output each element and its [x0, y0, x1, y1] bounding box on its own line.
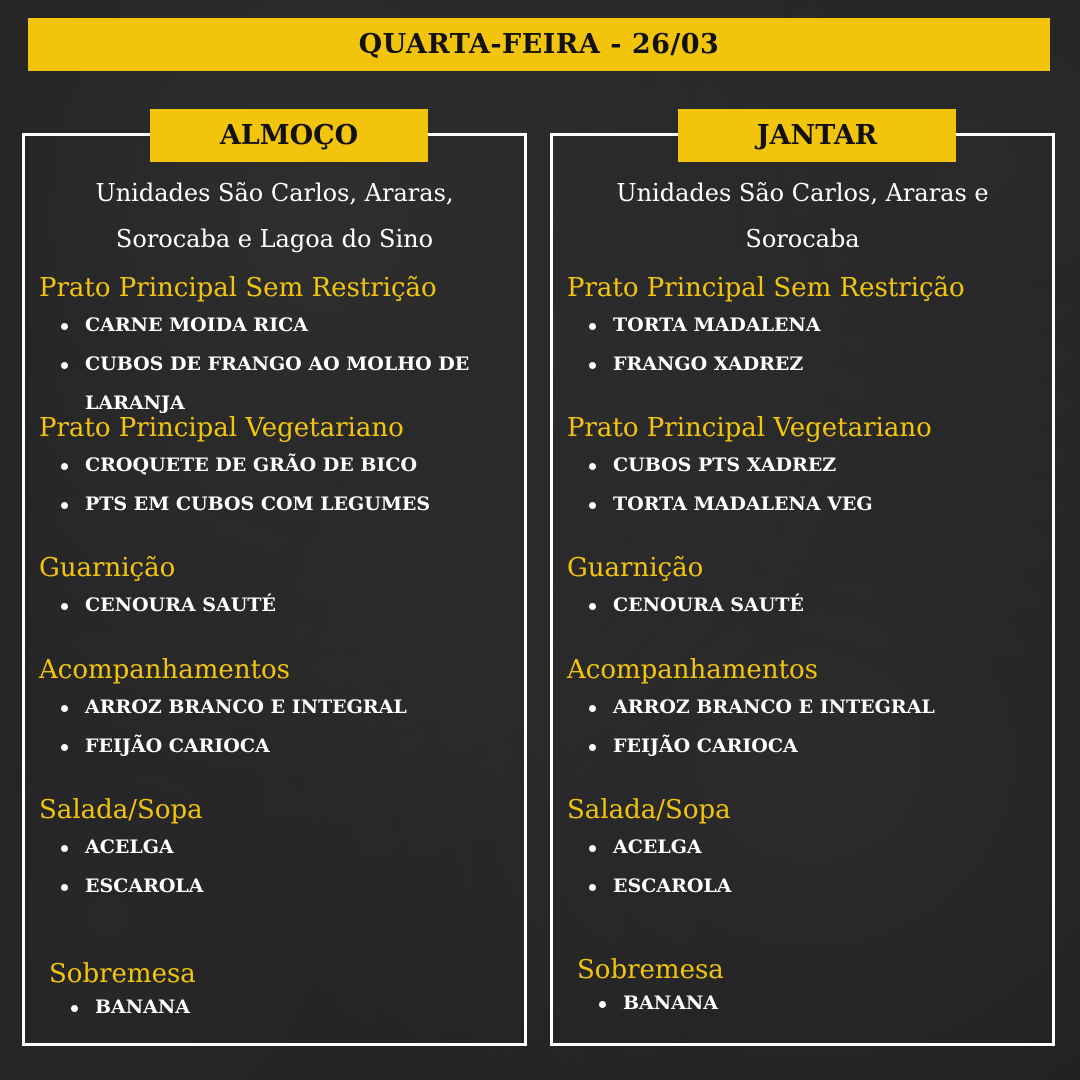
dinner-main-list — [567, 306, 1044, 384]
dinner-main-title: Prato Principal Sem Restrição — [567, 273, 965, 303]
list-item: ARROZ BRANCO E INTEGRAL — [61, 688, 516, 727]
dinner-units — [553, 170, 1052, 262]
list-item: BANANA — [599, 984, 1044, 1023]
dinner-dessert-title: Sobremesa — [577, 955, 724, 985]
dinner-garnish-section — [567, 552, 1044, 625]
lunch-units-line2: Sorocaba e Lagoa do Sino — [115, 225, 434, 253]
list-item: ESCAROLA — [589, 867, 1044, 906]
list-item: FEIJÃO CARIOCA — [589, 727, 1044, 766]
lunch-veg-title: Prato Principal Vegetariano — [39, 413, 404, 443]
list-item: CROQUETE DE GRÃO DE BICO — [61, 446, 516, 485]
lunch-salad-title: Salada/Sopa — [39, 795, 203, 825]
dinner-veg-title: Prato Principal Vegetariano — [567, 413, 932, 443]
lunch-garnish-section — [39, 552, 516, 625]
list-item: CENOURA SAUTÉ — [61, 586, 516, 625]
list-item: CUBOS PTS XADREZ — [589, 446, 1044, 485]
list-item: ACELGA — [589, 828, 1044, 867]
list-item: CUBOS DE FRANGO AO MOLHO DE LARANJA — [61, 345, 516, 423]
dinner-salad-list — [567, 828, 1044, 906]
list-item: TORTA MADALENA VEG — [589, 485, 1044, 524]
lunch-dessert-list — [49, 988, 516, 1027]
dinner-sides-title: Acompanhamentos — [567, 655, 819, 685]
lunch-veg-list — [39, 446, 516, 524]
lunch-main-list — [39, 306, 516, 423]
list-item: BANANA — [71, 988, 516, 1027]
lunch-units — [25, 170, 524, 262]
list-item: PTS EM CUBOS COM LEGUMES — [61, 485, 516, 524]
lunch-salad-section — [39, 794, 516, 906]
dinner-sides-section — [567, 654, 1044, 766]
list-item: FEIJÃO CARIOCA — [61, 727, 516, 766]
dinner-garnish-title: Guarnição — [567, 553, 704, 583]
list-item: ARROZ BRANCO E INTEGRAL — [589, 688, 1044, 727]
lunch-main-section — [39, 272, 516, 423]
lunch-sides-list — [39, 688, 516, 766]
dinner-units-line1: Unidades São Carlos, Araras e — [616, 179, 989, 207]
dinner-units-line2: Sorocaba — [745, 225, 860, 253]
lunch-salad-list — [39, 828, 516, 906]
lunch-garnish-list — [39, 586, 516, 625]
dinner-salad-title: Salada/Sopa — [567, 795, 731, 825]
lunch-label: ALMOÇO — [150, 109, 428, 162]
date-header-bar — [28, 18, 1050, 71]
dinner-dessert-list — [577, 984, 1044, 1023]
list-item: CARNE MOIDA RICA — [61, 306, 516, 345]
date-title: QUARTA-FEIRA - 26/03 — [358, 29, 720, 60]
lunch-units-line1: Unidades São Carlos, Araras, — [95, 179, 454, 207]
lunch-sides-title: Acompanhamentos — [39, 655, 291, 685]
list-item: CENOURA SAUTÉ — [589, 586, 1044, 625]
list-item: ACELGA — [61, 828, 516, 867]
list-item: ESCAROLA — [61, 867, 516, 906]
lunch-dessert-section — [49, 958, 516, 1027]
list-item: TORTA MADALENA — [589, 306, 1044, 345]
dinner-salad-section — [567, 794, 1044, 906]
lunch-sides-section — [39, 654, 516, 766]
dinner-dessert-section — [577, 954, 1044, 1023]
dinner-garnish-list — [567, 586, 1044, 625]
dinner-veg-section — [567, 412, 1044, 524]
lunch-panel — [22, 120, 527, 1046]
lunch-main-title: Prato Principal Sem Restrição — [39, 273, 437, 303]
lunch-garnish-title: Guarnição — [39, 553, 176, 583]
dinner-main-section — [567, 272, 1044, 384]
dinner-sides-list — [567, 688, 1044, 766]
lunch-veg-section — [39, 412, 516, 524]
lunch-dessert-title: Sobremesa — [49, 959, 196, 989]
dinner-veg-list — [567, 446, 1044, 524]
list-item: FRANGO XADREZ — [589, 345, 1044, 384]
dinner-label: JANTAR — [678, 109, 956, 162]
dinner-panel — [550, 120, 1055, 1046]
